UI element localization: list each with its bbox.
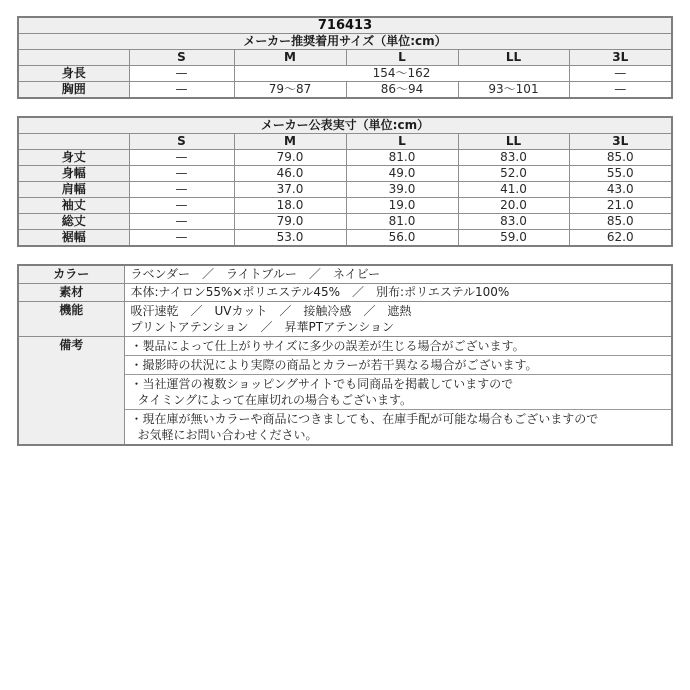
col-header-ll: LL [458, 50, 569, 66]
row-label-body-width: 身幅 [18, 166, 129, 182]
col-header-l: L [346, 50, 458, 66]
function-list [124, 302, 672, 337]
note-line: ・現在庫が無いカラーや商品につきましても、在庫手配が可能な場合もございますので [130, 412, 599, 426]
cell-value: 79.0 [234, 150, 346, 166]
cell-height-s: — [129, 66, 234, 82]
table-row [18, 337, 672, 446]
product-details-table [17, 264, 673, 446]
cell-value: 19.0 [346, 198, 458, 214]
cell-value: 83.0 [458, 150, 569, 166]
table-row [18, 230, 672, 247]
cell-value: 46.0 [234, 166, 346, 182]
row-label-color: カラー [18, 265, 124, 284]
cell-value: — [129, 150, 234, 166]
row-label-material: 素材 [18, 284, 124, 302]
cell-value: 79.0 [234, 214, 346, 230]
row-label-shoulder-width: 肩幅 [18, 182, 129, 198]
function-line: プリントアテンション ／ 昇華PTアテンション [130, 320, 394, 334]
row-label-hem-width: 裾幅 [18, 230, 129, 247]
cell-value: 56.0 [346, 230, 458, 247]
table-row [18, 284, 672, 302]
color-options: ラベンダー ／ ライトブルー ／ ネイビー [124, 265, 672, 284]
cell-value: 52.0 [458, 166, 569, 182]
cell-value: 18.0 [234, 198, 346, 214]
recommended-size-table [17, 16, 673, 99]
note-item [125, 337, 672, 355]
cell-value: — [129, 182, 234, 198]
table-row [18, 150, 672, 166]
material-text: 本体:ナイロン55%×ポリエステル45% ／ 別布:ポリエステル100% [124, 284, 672, 302]
note-item [125, 374, 672, 409]
cell-value: 81.0 [346, 150, 458, 166]
corner-cell [18, 50, 129, 66]
row-label-total-length: 総丈 [18, 214, 129, 230]
note-line: お気軽にお問い合わせください。 [137, 428, 318, 442]
cell-value: 85.0 [569, 150, 672, 166]
remarks-notes [124, 337, 672, 446]
table-row [18, 166, 672, 182]
row-label-chest: 胸囲 [18, 82, 129, 99]
col-header-m: M [234, 134, 346, 150]
col-header-s: S [129, 134, 234, 150]
row-label-function: 機能 [18, 302, 124, 337]
col-header-ll: LL [458, 134, 569, 150]
cell-value: — [129, 230, 234, 247]
table-row [18, 265, 672, 284]
table-row [18, 214, 672, 230]
cell-chest-m: 79～87 [234, 82, 346, 99]
note-item [125, 355, 672, 374]
note-line: ・撮影時の状況により実際の商品とカラーが若干異なる場合がございます。 [130, 358, 538, 372]
cell-value: 59.0 [458, 230, 569, 247]
cell-value: 41.0 [458, 182, 569, 198]
cell-chest-ll: 93～101 [458, 82, 569, 99]
function-line: 吸汗速乾 ／ UVカット ／ 接触冷感 ／ 遮熱 [130, 304, 412, 318]
cell-height-3l: — [569, 66, 672, 82]
row-label-body-length: 身丈 [18, 150, 129, 166]
col-header-3l: 3L [569, 134, 672, 150]
table-row [18, 182, 672, 198]
recommended-size-table-title: メーカー推奨着用サイズ（単位:cm） [18, 34, 672, 50]
cell-value: 21.0 [569, 198, 672, 214]
cell-chest-s: — [129, 82, 234, 99]
table-row [18, 82, 672, 99]
actual-size-table-title: メーカー公表実寸（単位:cm） [18, 117, 672, 134]
col-header-m: M [234, 50, 346, 66]
table-row [18, 302, 672, 337]
cell-value: 81.0 [346, 214, 458, 230]
corner-cell [18, 134, 129, 150]
cell-value: 20.0 [458, 198, 569, 214]
cell-value: 43.0 [569, 182, 672, 198]
cell-value: 62.0 [569, 230, 672, 247]
row-label-remarks: 備考 [18, 337, 124, 446]
cell-value: — [129, 166, 234, 182]
table-row [18, 66, 672, 82]
cell-value: 55.0 [569, 166, 672, 182]
row-label-height: 身長 [18, 66, 129, 82]
cell-value: 83.0 [458, 214, 569, 230]
note-line: タイミングによって在庫切れの場合もございます。 [137, 393, 413, 407]
row-label-sleeve-length: 袖丈 [18, 198, 129, 214]
table-row [18, 198, 672, 214]
cell-value: — [129, 214, 234, 230]
cell-chest-3l: — [569, 82, 672, 99]
cell-height-m-to-ll: 154～162 [234, 66, 569, 82]
cell-value: 49.0 [346, 166, 458, 182]
col-header-3l: 3L [569, 50, 672, 66]
cell-chest-l: 86～94 [346, 82, 458, 99]
actual-size-table [17, 116, 673, 247]
col-header-s: S [129, 50, 234, 66]
note-line: ・当社運営の複数ショッピングサイトでも同商品を掲載していますので [130, 377, 514, 391]
note-line: ・製品によって仕上がりサイズに多少の誤差が生じる場合がございます。 [130, 339, 525, 353]
note-item [125, 409, 672, 444]
product-code: 716413 [18, 17, 672, 34]
cell-value: 39.0 [346, 182, 458, 198]
cell-value: 85.0 [569, 214, 672, 230]
col-header-l: L [346, 134, 458, 150]
cell-value: — [129, 198, 234, 214]
cell-value: 53.0 [234, 230, 346, 247]
cell-value: 37.0 [234, 182, 346, 198]
